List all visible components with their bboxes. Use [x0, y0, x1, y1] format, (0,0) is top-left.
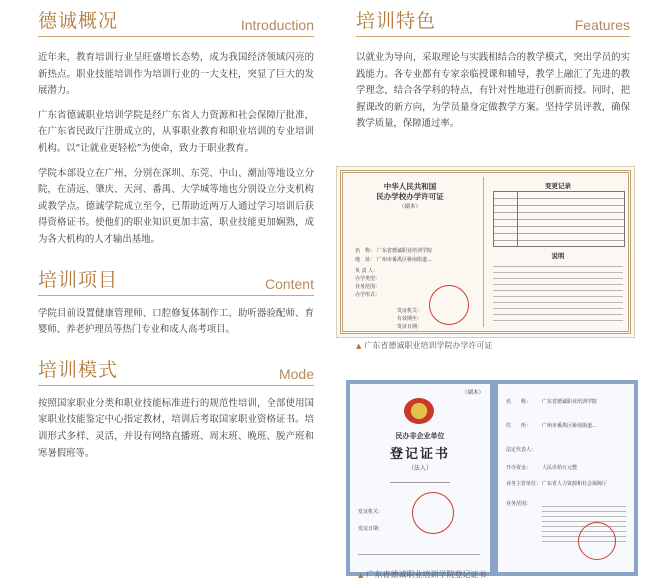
- license-field-address-value: 广州市番禺区桥南街道...: [377, 257, 432, 263]
- reg-row-label-scope: 业务范围：: [506, 501, 532, 507]
- intro-paragraph-3: 学院本部设立在广州，分别在深圳、东莞、中山、潮汕等地设立分院，在清远、肇庆、天河、番禺、大学城等地也分别设立分支机构或教学点。德诚学院成立至今，已帮助近两万人通过学习培训后获得资格证书。使他们的职业知识更加丰富，职业技能更加娴熟，成为各大机构的人才输出基地。: [38, 167, 314, 245]
- reg-copy-label: （副本）: [461, 390, 484, 396]
- features-title: 培训特色: [356, 10, 437, 32]
- intro-title-en: Introduction: [240, 17, 314, 33]
- license-field-issuer: 发证机关：: [397, 308, 423, 314]
- reg-row-value-supervisor: 广东省人力资源和社会保障厅: [542, 481, 608, 487]
- license-field-head: 负 责 人：: [355, 268, 379, 274]
- reg-row-value-name: 广东省德诚职业培训学院: [542, 399, 598, 405]
- license-fold: [483, 177, 484, 327]
- license-field-scope: 业务范围：: [355, 284, 381, 290]
- right-column: [356, 0, 630, 133]
- license-field-form: 办学形式：: [355, 292, 381, 298]
- reg-issuer-label: 发证机关：: [358, 509, 384, 515]
- reg-sub-title: （法人）: [407, 465, 432, 472]
- license-field-type: 办学类型：: [355, 276, 381, 282]
- features-header: [356, 6, 630, 37]
- registration-cert-left-page: [346, 380, 494, 576]
- license-copy-label: （副本）: [398, 204, 421, 210]
- reg-row-value-address: 广州市番禺区桥南街道...: [542, 423, 597, 429]
- mode-header: [38, 355, 314, 386]
- license-table-divider: [517, 191, 518, 247]
- content-title: 培训项目: [38, 268, 119, 291]
- reg-row-value-capital: 人民币拾万元整: [542, 465, 578, 471]
- reg-row-label-rep: 法定代表人：: [506, 447, 537, 453]
- reg-row-label-capital: 开办资金：: [506, 465, 532, 471]
- content-paragraph: 学院目前设置健康管理师、口腔修复体制作工、助听器验配师、育婴师、养老护理员等热门专业和成人高考项目。: [38, 307, 314, 336]
- school-license-image: [336, 166, 635, 338]
- mode-title-en: Mode: [278, 365, 314, 382]
- license-change-table: [493, 191, 625, 247]
- intro-paragraph-2: 广东省德诚职业培训学院是经广东省人力资源和社会保障厅批准，在广东省民政厅注册成立的，从事职业教育和职业培训的专业培训机构。以“让就业更轻松”为使命，致力于职业教育。: [38, 109, 314, 154]
- national-emblem-icon: [404, 398, 434, 424]
- license-caption: [356, 340, 492, 351]
- license-field-name-value: 广东省德诚职业培训学院: [377, 248, 433, 254]
- license-field-name: 名 称：: [355, 248, 376, 254]
- features-title-en: Features: [574, 17, 630, 33]
- license-seal: [429, 285, 469, 325]
- content-header: [38, 265, 314, 296]
- registration-caption: [358, 569, 486, 580]
- caption-triangle-icon: ▲: [356, 341, 362, 350]
- reg-row-label-supervisor: 业务主管单位：: [506, 481, 542, 487]
- reg-main-title: 登记证书: [389, 447, 450, 462]
- mode-title: 培训模式: [38, 358, 119, 381]
- intro-paragraph-1: 近年来，教育培训行业呈旺盛增长态势，成为我国经济领域闪亮的新热点。职业技能培训作为培训行业的一大支柱，突显了巨大的发展潜力。: [38, 52, 314, 97]
- license-caption-text: 广东省德诚职业培训学院办学许可证: [364, 341, 493, 350]
- caption-triangle-icon-2: ▲: [358, 570, 364, 579]
- license-title-2: 民办学校办学许可证: [376, 192, 444, 201]
- reg-seal: [412, 492, 454, 534]
- license-notes-title: 说明: [551, 252, 565, 260]
- registration-cert-right-page: [494, 380, 638, 576]
- license-notes-text: [493, 261, 623, 323]
- license-field-date: 发证日期：: [397, 324, 423, 330]
- license-change-title: 变更记录: [545, 182, 571, 190]
- reg-number-line: [390, 482, 450, 483]
- reg-type-line: 民办非企业单位: [395, 432, 445, 440]
- intro-title: 德诚概况: [38, 10, 119, 32]
- reg-footer-line: [358, 554, 480, 555]
- features-paragraph: 以就业为导向，采取理论与实践相结合的教学模式，突出学员的实践能力。各专业都有专家亲临授课和辅导，教学上融汇了先进的教学理念，结合各学科的特点，有针对性地进行创新而授。同时，把握课改的新方向，为学员量身定做教学方案。坚持学员评教，确保教学质量，保障通过率。: [356, 52, 630, 130]
- license-title-1: 中华人民共和国: [383, 182, 437, 191]
- reg-seal-2: [578, 522, 616, 560]
- registration-caption-text: 广东省德诚职业培训学院登记证书: [366, 570, 487, 579]
- license-field-address: 地 址：: [355, 257, 376, 263]
- license-field-valid: 有效期至：: [397, 316, 423, 322]
- reg-row-label-name: 名 称：: [506, 399, 532, 405]
- intro-header: [38, 6, 314, 37]
- mode-paragraph: 按照国家职业分类和职业技能标准进行的规范性培训，全部使用国家职业技能鉴定中心指定教材，培训后考取国家职业资格证书。培训形式多样、灵活，并设有网络直播班、周末班、晚班、脱产班和寒暑假班等。: [38, 397, 314, 459]
- content-title-en: Content: [264, 275, 314, 292]
- reg-date-label: 发证日期：: [358, 526, 384, 532]
- left-column: [38, 0, 314, 462]
- reg-row-label-address: 住 所：: [506, 423, 532, 429]
